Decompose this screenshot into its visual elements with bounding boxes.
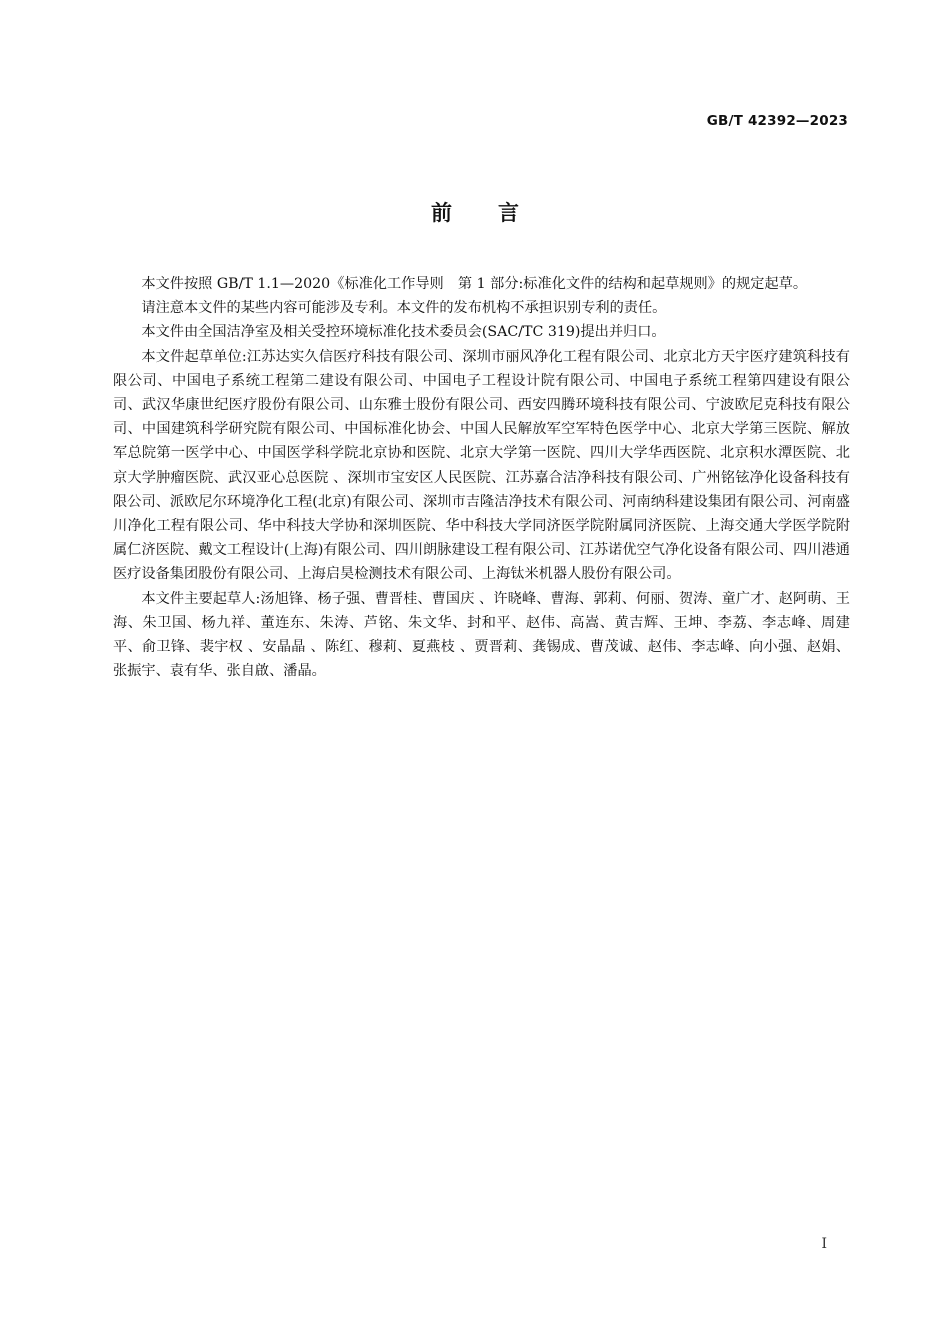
foreword-body <box>113 272 850 683</box>
paragraph-drafting-rules: 本文件按照 GB/T 1.1—2020《标准化工作导则 第 1 部分:标准化文件的结构和起草规则》的规定起草。 <box>141 276 808 292</box>
page-number: I <box>821 1236 827 1252</box>
paragraph-proposer: 本文件由全国洁净室及相关受控环境标准化技术委员会(SAC/TC 319)提出并归口。 <box>141 324 666 341</box>
paragraph-patent-notice: 请注意本文件的某些内容可能涉及专利。本文件的发布机构不承担识别专利的责任。 <box>141 300 667 317</box>
paragraph-drafting-units: 本文件起草单位:江苏达实久信医疗科技有限公司、深圳市丽风净化工程有限公司、北京北方天宇医疗建筑科技有限公司、中国电子系统工程第二建设有限公司、中国电子工程设计院有限公司、中国电子系统工程第四建设有限公司、武汉华康世纪医疗股份有限公司、山东雅士股份有限公司、西安四腾环境科技有限公司、宁波欧尼克科技有限公司、中国建筑科学研究院有限公司、中国标准化协会、中国人民解放军空军特色医学中心、北京大学第三医院、解放军总院第一医学中心、中国医学科学院北京协和医院、北京大学第一医院、四川大学华西医院、北京积水潭医院、北京大学肿瘤医院、武汉亚心总医院 、深圳市宝安区人民医院、江苏嘉合洁净科技有限公司、广州铭铉净化设备科技有限公司、派欧尼尔环境净化工程(北京)有限公司、深圳市吉隆洁净技术有限公司、河南纳科建设集团有限公司、河南盛川净化工程有限公司、华中科技大学协和深圳医院、华中科技大学同济医学院附属同济医院、上海交通大学医学院附属仁济医院、戴文工程设计(上海)有限公司、四川朗脉建设工程有限公司、江苏诺优空气净化设备有限公司、四川港通医疗设备集团股份有限公司、上海启昊检测技术有限公司、上海钛米机器人股份有限公司。 <box>113 348 850 583</box>
page-title: 前言 <box>431 201 565 225</box>
standard-number: GB/T 42392—2023 <box>706 113 848 129</box>
paragraph-drafters: 本文件主要起草人:汤旭锋、杨子强、曹晋桂、曹国庆 、许晓峰、曹海、郭莉、何丽、贺涛、童广才、赵阿萌、王海、朱卫国、杨九祥、董连东、朱涛、芦铭、朱文华、封和平、赵伟、高嵩、黄吉辉、王坤、李荔、李志峰、周建平、俞卫锋、裴宇权 、安晶晶 、陈红、穆莉、夏燕枝 、贾晋莉、龚锡成、曹茂诚、赵伟、李志峰、向小强、赵娟、张振宇、袁有华、张自啟、潘晶。 <box>113 590 850 680</box>
